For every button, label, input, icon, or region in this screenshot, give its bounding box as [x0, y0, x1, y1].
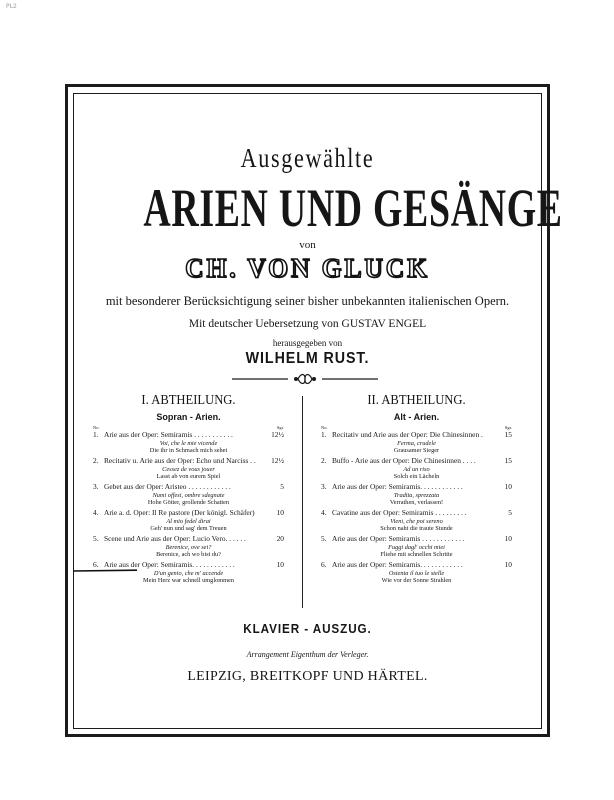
aria-title: Gebet aus der Oper: Aristeo . . . . . . . . . . . . — [104, 483, 231, 491]
section-two — [321, 393, 512, 587]
column-divider — [302, 396, 303, 608]
arrangement-note: Arrangement Eigenthum der Verleger. — [246, 650, 369, 659]
number-label: No. — [321, 425, 328, 430]
publisher-line: LEIPZIG, BREITKOPF UND HÄRTEL. — [187, 669, 428, 684]
aria-title: Arie aus der Oper: Semiramis. . . . . . . . . . . . — [104, 561, 235, 569]
price-label: Sgr. — [276, 425, 284, 430]
aria-number: 2. — [321, 456, 327, 465]
aria-line — [321, 483, 512, 492]
german-incipit: Schon naht die traute Stunde — [380, 525, 453, 532]
list-item — [321, 509, 512, 532]
section-one-list — [93, 431, 284, 584]
aria-title: Arie a. d. Oper: Il Re pastore (Der königl. Schäfer) — [104, 509, 255, 517]
aria-line — [93, 509, 284, 518]
aria-number: 4. — [93, 508, 99, 517]
aria-line — [321, 431, 512, 440]
aria-price: 15 — [504, 456, 512, 465]
herausgegeben-label: herausgegeben von — [272, 338, 343, 348]
section-two-heading: II. ABTHEILUNG. — [367, 393, 466, 408]
editor-name: WILHELM RUST. — [245, 350, 370, 367]
aria-price: 10 — [276, 508, 284, 517]
aria-price: 20 — [276, 534, 284, 543]
pen-underline-mark — [73, 569, 137, 572]
italian-incipit: Berenice, ove sei? — [165, 544, 212, 551]
german-incipit: Fliehe mit schnellen Schritte — [380, 551, 453, 558]
german-incipit: Hohe Götter, grollende Schatten — [147, 499, 230, 506]
aria-line — [321, 509, 512, 518]
german-incipit: Die ihr in Schmach mich sehet — [149, 447, 228, 454]
italian-incipit: Tradita, sprezzata — [393, 492, 440, 499]
aria-title: Arie aus der Oper: Semiramis . . . . . . . . . . . . — [332, 535, 465, 543]
aria-title: Recitativ u. Arie aus der Oper: Echo und Narciss . . — [104, 457, 256, 465]
aria-price: 10 — [504, 482, 512, 491]
aria-number: 1. — [93, 430, 99, 439]
section-one-voice: Sopran - Arien. — [156, 412, 221, 422]
aria-price: 10 — [504, 560, 512, 569]
aria-number: 6. — [321, 560, 327, 569]
list-item — [93, 457, 284, 480]
list-item — [93, 535, 284, 558]
aria-line — [321, 457, 512, 466]
composer-name: CH. VON GLUCK — [185, 253, 430, 283]
italian-incipit: Ferma, crudele — [397, 440, 436, 447]
aria-title: Scene und Arie aus der Oper: Lucio Vero. . . . . . — [104, 535, 246, 543]
von-label: von — [299, 239, 316, 251]
aria-title: Arie aus der Oper: Semiramis. . . . . . . . . . . . — [332, 483, 463, 491]
aria-title: Recitativ und Arie aus der Oper: Die Chinesinnen . — [332, 431, 483, 439]
german-incipit: Lasst ab von eurem Spiel — [156, 473, 221, 480]
aria-price: 5 — [280, 482, 284, 491]
title-line-ausgewaehlte: Ausgewählte — [240, 143, 375, 173]
aria-number: 3. — [321, 482, 327, 491]
italian-incipit: Fuggi dagl' occhi miei — [388, 544, 445, 551]
list-item — [321, 535, 512, 558]
aria-price: 12½ — [271, 430, 284, 439]
aria-price: 10 — [504, 534, 512, 543]
german-incipit: Geh' nun und sag' dem Treuen — [150, 525, 227, 532]
aria-line — [93, 535, 284, 544]
italian-incipit: Vieni, che poi sereno — [390, 518, 443, 525]
list-item — [93, 561, 284, 584]
price-label: Sgr. — [504, 425, 512, 430]
italian-incipit: Ad un riso — [403, 466, 430, 473]
italian-incipit: Al mio fedel dirai — [166, 518, 211, 525]
german-incipit: Wie vor der Sonne Strahlen — [381, 577, 452, 584]
list-item — [93, 431, 284, 454]
column-labels — [93, 423, 284, 431]
italian-incipit: Numi offesi, ombre sdegnate — [152, 492, 225, 499]
list-item — [93, 483, 284, 506]
list-item — [321, 431, 512, 454]
section-one-heading: I. ABTHEILUNG. — [141, 393, 236, 408]
list-item — [321, 561, 512, 584]
aria-number: 2. — [93, 456, 99, 465]
library-stamp: PL2 — [6, 3, 17, 10]
aria-number: 1. — [321, 430, 327, 439]
list-item — [93, 509, 284, 532]
main-title: ARIEN UND GESÄNGE — [143, 178, 563, 238]
aria-price: 15 — [504, 430, 512, 439]
aria-title: Cavatine aus der Oper: Semiramis . . . . . . . . . — [332, 509, 467, 517]
german-incipit: Verrathen, verlassen! — [389, 499, 444, 506]
translation-credit: Mit deutscher Uebersetzung von GUSTAV ENGEL — [188, 318, 427, 330]
number-label: No. — [93, 425, 100, 430]
aria-number: 4. — [321, 508, 327, 517]
list-item — [321, 457, 512, 480]
aria-title: Buffo - Arie aus der Oper: Die Chinesinnen . . . . — [332, 457, 476, 465]
subtitle: mit besonderer Berücksichtigung seiner bisher unbekannten italienischen Opern. — [105, 294, 510, 308]
ornament-divider-icon — [230, 371, 380, 387]
piano-reduction-label: KLAVIER - AUSZUG. — [243, 621, 372, 636]
aria-title: Arie aus der Oper: Semiramis. . . . . . . . . . . . — [332, 561, 463, 569]
aria-line — [93, 431, 284, 440]
aria-price: 5 — [508, 508, 512, 517]
aria-number: 3. — [93, 482, 99, 491]
german-incipit: Grausamer Sieger — [393, 447, 440, 454]
italian-incipit: Ostenta il tuo le stelle — [388, 570, 445, 577]
aria-line — [93, 483, 284, 492]
german-incipit: Solch ein Lächeln — [393, 473, 440, 480]
german-incipit: Berenice, ach wo bist du? — [156, 551, 221, 558]
aria-line — [321, 561, 512, 570]
section-one — [93, 393, 284, 587]
section-two-list — [321, 431, 512, 584]
aria-number: 5. — [321, 534, 327, 543]
aria-price: 12½ — [271, 456, 284, 465]
column-labels — [321, 423, 512, 431]
list-item — [321, 483, 512, 506]
aria-line — [321, 535, 512, 544]
aria-title: Arie aus der Oper: Semiramis . . . . . . . . . . . — [104, 431, 233, 439]
aria-number: 5. — [93, 534, 99, 543]
section-two-voice: Alt - Arien. — [393, 412, 440, 422]
italian-incipit: Voi, che le mie vicende — [159, 440, 218, 447]
aria-line — [93, 457, 284, 466]
italian-incipit: Cessez de vous jouer — [162, 466, 215, 473]
german-incipit: Mein Herz war schnell umglommen — [143, 577, 234, 584]
aria-price: 10 — [276, 560, 284, 569]
italian-incipit: D'un genio, che m' accende — [153, 570, 224, 577]
aria-number: 6. — [93, 560, 99, 569]
